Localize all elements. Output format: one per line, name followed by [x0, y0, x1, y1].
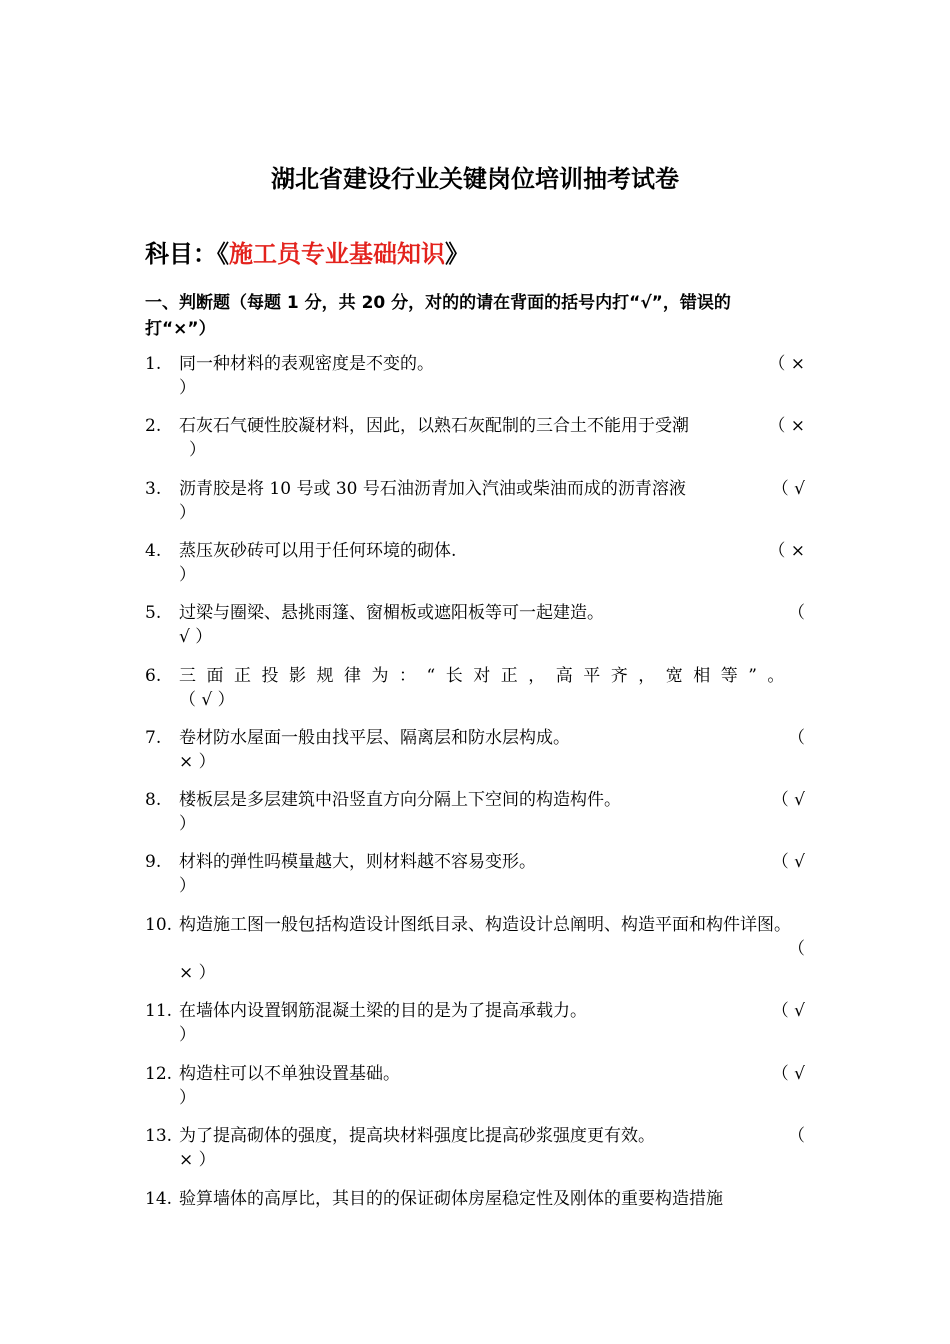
answer-bracket: （ ×	[768, 416, 805, 436]
answer-bracket: （ √	[771, 852, 805, 872]
question-text: 过梁与圈梁、悬挑雨篷、窗楣板或遮阳板等可一起建造。	[179, 603, 604, 623]
question-text: 卷材防水屋面一般由找平层、隔离层和防水层构成。	[179, 728, 570, 748]
answer-continuation: ）	[179, 565, 196, 585]
answer-continuation: ）	[179, 503, 196, 523]
question-text: 在墙体内设置钢筋混凝土梁的目的是为了提高承载力。	[179, 1001, 587, 1021]
answer-continuation: ）	[179, 1025, 196, 1045]
answer-continuation: × ）	[179, 963, 216, 983]
answer-continuation: （ √ ）	[179, 690, 235, 710]
question-text: 三面正投影规律为：“长对正，高平齐，宽相等”。	[179, 666, 795, 686]
answer-bracket: （	[788, 939, 805, 959]
answer-bracket: （ √	[771, 479, 805, 499]
question-number: 1.	[145, 354, 162, 374]
question-number: 14.	[145, 1189, 173, 1209]
section-heading-line1: 一、判断题（每题 1 分，共 20 分，对的的请在背面的括号内打“√”，错误的	[145, 293, 731, 313]
question-number: 3.	[145, 479, 162, 499]
answer-bracket: （ √	[771, 1064, 805, 1084]
page-title: 湖北省建设行业关键岗位培训抽考试卷	[271, 165, 679, 193]
question-number: 5.	[145, 603, 162, 623]
answer-bracket: （ ×	[768, 354, 805, 374]
answer-continuation: × ）	[179, 1150, 216, 1170]
question-text: 石灰石气硬性胶凝材料，因此，以熟石灰配制的三合土不能用于受潮	[179, 416, 689, 436]
question-number: 8.	[145, 790, 162, 810]
answer-continuation: √ ）	[179, 627, 213, 647]
question-number: 12.	[145, 1064, 173, 1084]
subject-name: 施工员专业基础知识	[229, 240, 445, 268]
answer-bracket: （	[788, 728, 805, 748]
question-text: 为了提高砌体的强度，提高块材料强度比提高砂浆强度更有效。	[179, 1126, 655, 1146]
question-number: 11.	[145, 1001, 173, 1021]
answer-continuation: ）	[179, 876, 196, 896]
question-text: 同一种材料的表观密度是不变的。	[179, 354, 434, 374]
question-number: 4.	[145, 541, 162, 561]
answer-continuation: ）	[179, 378, 196, 398]
subject-line	[145, 236, 469, 272]
question-text: 验算墙体的高厚比，其目的的保证砌体房屋稳定性及刚体的重要构造措施	[179, 1189, 723, 1209]
question-text: 构造施工图一般包括构造设计图纸目录、构造设计总阐明、构造平面和构件详图。	[179, 915, 791, 935]
question-text: 构造柱可以不单独设置基础。	[179, 1064, 400, 1084]
answer-bracket: （ ×	[768, 541, 805, 561]
question-text: 蒸压灰砂砖可以用于任何环境的砌体.	[179, 541, 457, 561]
answer-continuation: ）	[179, 814, 196, 834]
answer-continuation: × ）	[179, 752, 216, 772]
question-text: 楼板层是多层建筑中沿竖直方向分隔上下空间的构造构件。	[179, 790, 621, 810]
question-number: 10.	[145, 915, 173, 935]
subject-close: 》	[445, 240, 469, 268]
question-number: 7.	[145, 728, 162, 748]
answer-continuation: ）	[189, 440, 206, 460]
section-heading	[145, 290, 807, 342]
question-text: 材料的弹性吗模量越大，则材料越不容易变形。	[179, 852, 536, 872]
answer-continuation: ）	[179, 1088, 196, 1108]
section-heading-line2: 打“×”）	[145, 319, 216, 339]
answer-bracket: （	[788, 1126, 805, 1146]
question-number: 2.	[145, 416, 162, 436]
question-number: 9.	[145, 852, 162, 872]
answer-bracket: （	[788, 603, 805, 623]
subject-label: 科目：《	[145, 240, 229, 268]
answer-bracket: （ √	[771, 1001, 805, 1021]
question-number: 6.	[145, 666, 162, 686]
answer-bracket: （ √	[771, 790, 805, 810]
question-number: 13.	[145, 1126, 173, 1146]
question-text: 沥青胶是将 10 号或 30 号石油沥青加入汽油或柴油而成的沥青溶液	[179, 479, 686, 499]
